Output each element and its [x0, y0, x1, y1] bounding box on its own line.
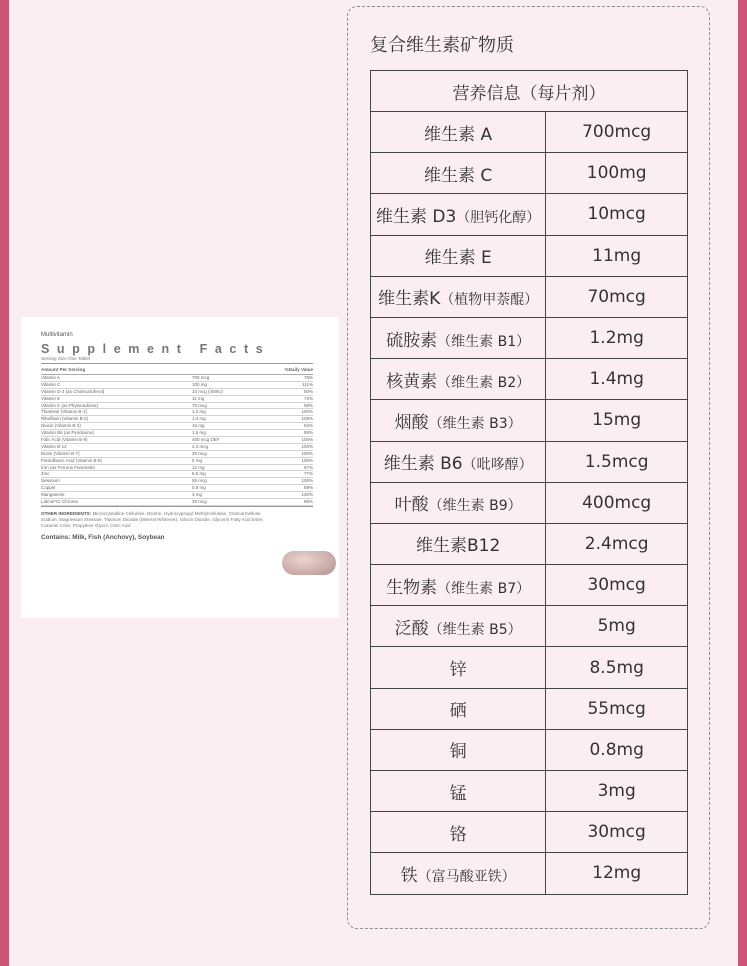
table-row — [371, 523, 688, 564]
nutrient-amount: 100mg — [546, 153, 688, 194]
table-row — [371, 853, 688, 894]
facts-daily-value: 100% — [301, 450, 313, 456]
table-row — [371, 359, 688, 400]
facts-row — [41, 409, 313, 416]
nutrient-note: （维生素 B9） — [428, 498, 522, 515]
facts-nutrient: Vitamin C — [41, 381, 61, 387]
facts-amount: 30 mcg — [192, 450, 207, 456]
facts-row — [41, 375, 313, 382]
facts-bottom-rule — [41, 506, 313, 507]
nutrient-note: （富马酸亚铁） — [417, 868, 516, 885]
nutrient-note: （胆钙化醇） — [456, 209, 541, 226]
nutrient-name-cell — [371, 359, 546, 400]
facts-nutrient: Selenium — [41, 478, 60, 484]
nutrient-name: 烟酸 — [394, 412, 429, 433]
facts-nutrient: Vitamin B6 (as Pyridoxine) — [41, 430, 94, 436]
nutrient-name: 锰 — [449, 783, 467, 804]
nutrient-note: （维生素 B5） — [428, 621, 522, 638]
facts-row — [41, 437, 313, 444]
nutrient-name: 泛酸 — [394, 618, 429, 639]
panel-title: 复合维生素矿物质 — [370, 35, 514, 56]
nutrient-amount: 55mcg — [546, 688, 688, 729]
facts-nutrient: Zinc — [41, 471, 50, 477]
facts-amount: 11 mg — [192, 395, 205, 401]
facts-amount: 1.5 mg — [192, 430, 206, 436]
facts-daily-value: 100% — [301, 457, 313, 463]
nutrient-name-cell — [371, 771, 546, 812]
facts-amount: 10 mcg (400IU) — [192, 388, 224, 394]
table-row — [371, 153, 688, 194]
nutrient-amount: 15mg — [546, 400, 688, 441]
nutrient-name-cell — [371, 729, 546, 770]
facts-daily-value: 88% — [303, 430, 313, 436]
facts-daily-value: 100% — [301, 443, 313, 449]
nutrient-name-cell — [371, 688, 546, 729]
facts-daily-value: 73% — [303, 395, 313, 401]
nutrient-name: 铜 — [449, 742, 467, 763]
nutrient-name: 维生素 D3 — [376, 206, 457, 227]
other-ingredients — [41, 511, 276, 529]
facts-amount: 3 mg — [192, 492, 203, 498]
facts-daily-value: 94% — [303, 423, 313, 429]
facts-amount: 5 mg — [192, 457, 203, 463]
nutrient-name-cell — [371, 441, 546, 482]
table-row — [371, 565, 688, 606]
nutrient-name-cell — [371, 400, 546, 441]
facts-daily-value: 100% — [301, 437, 313, 443]
facts-nutrient: Copper — [41, 485, 56, 491]
facts-nutrient: Biotin (Vitamin B-7) — [41, 450, 80, 456]
facts-daily-value: 100% — [301, 409, 313, 415]
nutrient-amount: 1.4mg — [546, 359, 688, 400]
facts-nutrient: Manganese — [41, 492, 65, 498]
table-body — [371, 112, 688, 895]
product-name: Multivitamin — [41, 332, 73, 338]
facts-row — [41, 403, 313, 410]
facts-row — [41, 423, 313, 430]
facts-daily-value: 77% — [303, 471, 313, 477]
nutrient-amount: 30mcg — [546, 565, 688, 606]
facts-amount: 1.4 mg — [192, 416, 206, 422]
right-accent-bar — [738, 0, 747, 966]
table-header-row — [371, 71, 688, 112]
nutrient-name: 叶酸 — [394, 495, 429, 516]
table-row — [371, 400, 688, 441]
nutrient-name: 硫胺素 — [386, 330, 438, 351]
table-row — [371, 441, 688, 482]
table-row — [371, 317, 688, 358]
other-ingredients-text: Microcrystalline Cellulose, Dextrin, Hydroxypropyl Methylcellulose, Croscarmellose Sodium, Magnesium Stearate, Titanium Dioxide (Mineral Whitener), Silicon Dioxide, Glycerin Fatty Acid Ester, Caramel Color, Propylene Glycol, Citric Acid — [41, 510, 264, 528]
facts-nutrient: Pantothenic Acid (Vitamin B-5) — [41, 457, 102, 463]
table-header: 营养信息（每片剂） — [371, 71, 688, 112]
nutrient-name: 铬 — [449, 824, 467, 845]
nutrient-note: （维生素 B1） — [437, 333, 531, 350]
nutrition-panel — [347, 6, 710, 929]
facts-amount: 2.4 mcg — [192, 443, 209, 449]
nutrient-name-cell — [371, 606, 546, 647]
facts-daily-value: 78% — [303, 375, 313, 380]
facts-nutrient: Vitamin D-3 (as Cholecalciferol) — [41, 388, 105, 394]
facts-amount: 400 mcg DEF — [192, 437, 220, 443]
nutrient-name: 维生素 C — [424, 165, 493, 186]
nutrient-name-cell — [371, 153, 546, 194]
facts-amount: 0.8 mg — [192, 485, 206, 491]
nutrient-name: 维生素 B6 — [383, 454, 463, 475]
nutrient-amount: 10mcg — [546, 194, 688, 235]
facts-header — [41, 367, 313, 375]
nutrient-amount: 700mcg — [546, 112, 688, 153]
nutrient-name-cell — [371, 112, 546, 153]
nutrient-note: （植物甲萘醌） — [440, 292, 539, 309]
facts-amount: 12 mg — [192, 464, 205, 470]
facts-nutrient: Riboflavin (Vitamin B-2) — [41, 416, 89, 422]
table-row — [371, 647, 688, 688]
facts-nutrient: Vitamin B-12 — [41, 443, 67, 449]
facts-row — [41, 444, 313, 451]
facts-nutrient: Iron (as Ferrous Fumarate) — [41, 464, 96, 470]
supplement-facts-label — [41, 332, 313, 541]
nutrient-amount: 12mg — [546, 853, 688, 894]
facts-nutrient: Vitamin E — [41, 395, 61, 401]
nutrient-amount: 30mcg — [546, 812, 688, 853]
nutrient-name-cell — [371, 853, 546, 894]
facts-nutrient: Lalmin*Cr Chrome — [41, 499, 79, 505]
serving-size: Serving Size One Tablet — [41, 356, 313, 364]
facts-amount: 700 mcg — [192, 375, 210, 380]
nutrient-amount: 8.5mg — [546, 647, 688, 688]
table-row — [371, 729, 688, 770]
nutrient-name: 维生素 A — [424, 124, 493, 145]
allergen-statement: Contains: Milk, Fish (Anchovy), Soybean — [41, 533, 165, 541]
facts-nutrient: Thiamine (Vitamin B-1) — [41, 409, 87, 415]
daily-value-header: %Daily Value — [284, 367, 313, 372]
nutrient-name-cell — [371, 317, 546, 358]
nutrition-table — [370, 70, 688, 895]
nutrient-name-cell — [371, 194, 546, 235]
nutrient-amount: 5mg — [546, 606, 688, 647]
table-row — [371, 194, 688, 235]
nutrient-name-cell — [371, 276, 546, 317]
facts-amount: 100 mg — [192, 381, 208, 387]
facts-daily-value: 86% — [303, 499, 313, 505]
table-row — [371, 812, 688, 853]
left-accent-bar — [0, 0, 9, 966]
facts-row — [41, 416, 313, 423]
facts-row — [41, 382, 313, 389]
facts-amount: 8.5 mg — [192, 471, 206, 477]
supplement-facts-title: Supplement Facts — [41, 342, 271, 356]
facts-nutrient: Vitamin K (as Phytonadione) — [41, 402, 98, 408]
nutrient-amount: 1.5mcg — [546, 441, 688, 482]
nutrient-name-cell — [371, 523, 546, 564]
other-ingredients-label: OTHER INGREDIENTS: — [41, 510, 92, 516]
facts-amount: 15 mg — [192, 423, 205, 429]
table-row — [371, 276, 688, 317]
facts-nutrient: Niacin (Vitamin B-3) — [41, 423, 81, 429]
facts-daily-value: 108% — [301, 416, 313, 422]
facts-daily-value: 89% — [303, 485, 313, 491]
nutrient-amount: 3mg — [546, 771, 688, 812]
facts-amount: 55 mcg — [192, 478, 207, 484]
nutrient-name-cell — [371, 812, 546, 853]
table-row — [371, 482, 688, 523]
nutrient-name-cell — [371, 235, 546, 276]
facts-amount: 70 mcg — [192, 402, 207, 408]
facts-daily-value: 67% — [303, 464, 313, 470]
facts-nutrient: Vitamin A — [41, 375, 60, 380]
nutrient-note: （维生素 B2） — [437, 374, 531, 391]
nutrient-name: 生物素 — [386, 577, 438, 598]
nutrient-note: （维生素 B7） — [437, 580, 531, 597]
nutrient-amount: 2.4mcg — [546, 523, 688, 564]
amount-header: Amount Per Serving — [41, 367, 86, 372]
facts-row — [41, 396, 313, 403]
nutrient-name-cell — [371, 482, 546, 523]
table-row — [371, 606, 688, 647]
nutrient-amount: 1.2mg — [546, 317, 688, 358]
facts-daily-value: 50% — [303, 388, 313, 394]
table-row — [371, 771, 688, 812]
facts-row — [41, 471, 313, 478]
nutrient-note: （吡哆醇） — [462, 457, 533, 474]
facts-daily-value: 130% — [301, 492, 313, 498]
nutrient-name: 维生素K — [378, 289, 441, 310]
nutrient-name-cell — [371, 565, 546, 606]
nutrient-name: 铁 — [400, 865, 418, 886]
facts-amount: 1.2 mg — [192, 409, 206, 415]
table-row — [371, 235, 688, 276]
tablet-image — [282, 551, 336, 575]
nutrient-name: 锌 — [449, 660, 467, 681]
nutrient-amount: 70mcg — [546, 276, 688, 317]
nutrient-name: 维生素 E — [424, 248, 492, 269]
facts-daily-value: 100% — [301, 478, 313, 484]
facts-row — [41, 389, 313, 396]
table-row — [371, 112, 688, 153]
nutrient-name-cell — [371, 647, 546, 688]
supplement-facts-image — [21, 317, 339, 618]
facts-row — [41, 485, 313, 492]
facts-daily-value: 111% — [302, 381, 313, 387]
nutrient-amount: 0.8mg — [546, 729, 688, 770]
facts-row — [41, 465, 313, 472]
facts-daily-value: 58% — [303, 402, 313, 408]
facts-nutrient: Folic Acid (Vitamin B-9) — [41, 437, 88, 443]
facts-row — [41, 451, 313, 458]
facts-amount: 30 mcg — [192, 499, 207, 505]
nutrient-name: 维生素B12 — [416, 536, 501, 557]
table-row — [371, 688, 688, 729]
facts-rows — [41, 375, 313, 506]
nutrient-name: 硒 — [449, 701, 467, 722]
facts-row — [41, 478, 313, 485]
nutrient-amount: 400mcg — [546, 482, 688, 523]
facts-row — [41, 492, 313, 499]
facts-row — [41, 430, 313, 437]
nutrient-name: 核黄素 — [386, 371, 438, 392]
facts-row — [41, 499, 313, 506]
nutrient-amount: 11mg — [546, 235, 688, 276]
facts-row — [41, 458, 313, 465]
nutrient-note: （维生素 B3） — [428, 415, 522, 432]
